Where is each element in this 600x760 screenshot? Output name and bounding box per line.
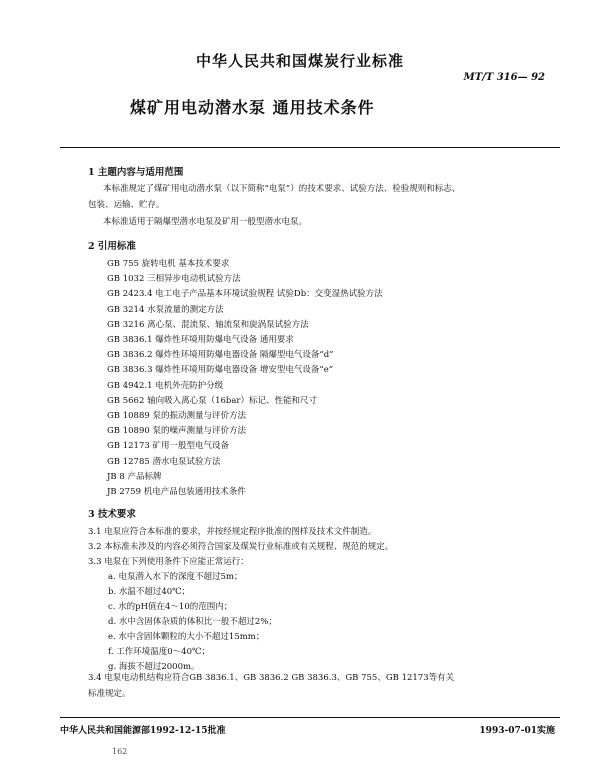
reference-item: GB 12173 矿用一般型电气设备 bbox=[107, 441, 229, 452]
document-title: 煤矿用电动潜水泵 通用技术条件 bbox=[130, 98, 375, 117]
condition-item: d. 水中含固体杂质的体积比一般不超过2%； bbox=[108, 617, 277, 627]
condition-item: a. 电泵潜入水下的深度不超过5m； bbox=[108, 572, 243, 582]
section-1-para-1b: 包装、运输、贮存。 bbox=[88, 200, 165, 210]
condition-item: g. 海拔不超过2000m。 bbox=[108, 662, 200, 672]
section-2-heading: 2 引用标准 bbox=[88, 241, 136, 252]
reference-item: GB 3214 水泵流量的测定方法 bbox=[107, 304, 224, 315]
reference-item: GB 1032 三相异步电动机试验方法 bbox=[107, 274, 241, 285]
footer-divider bbox=[60, 717, 560, 718]
reference-item: GB 755 旋转电机 基本技术要求 bbox=[107, 259, 230, 269]
section-3-heading: 3 技术要求 bbox=[88, 509, 136, 520]
reference-item: GB 3216 离心泵、混流泵、轴流泵和旋涡泵试验方法 bbox=[107, 319, 309, 330]
clause-3-2: 3.2 本标准未涉及的内容必须符合国家及煤炭行业标准或有关规程、规范的规定。 bbox=[88, 542, 394, 552]
reference-item: GB 3836.1 爆炸性环境用防爆电气设备 通用要求 bbox=[107, 335, 294, 345]
standard-org-header: 中华人民共和国煤炭行业标准 bbox=[195, 52, 404, 70]
reference-item: GB 3836.3 爆炸性环境用防爆电器设备 增安型电气设备“e” bbox=[107, 365, 334, 376]
section-1-heading: 1 主题内容与适用范围 bbox=[88, 167, 184, 178]
clause-3-1: 3.1 电泵应符合本标准的要求，并按经规定程序批准的图样及技术文件制造。 bbox=[88, 527, 377, 537]
reference-item: GB 4942.1 电机外壳防护分级 bbox=[107, 380, 224, 391]
condition-item: b. 水温不超过40℃； bbox=[108, 587, 191, 597]
reference-item: GB 5662 轴向吸入离心泵（16bar）标记、性能和尺寸 bbox=[107, 395, 317, 406]
section-1-para-1a: 本标准规定了煤矿用电动潜水泵（以下简称“电泵”）的技术要求、试验方法、检验规则和标志、 bbox=[103, 184, 461, 194]
reference-item: GB 10889 泵的振动测量与评价方法 bbox=[107, 411, 246, 421]
condition-item: e. 水中含固体颗粒的大小不超过15mm； bbox=[108, 632, 265, 642]
reference-item: JB 8 产品标牌 bbox=[107, 471, 162, 482]
reference-item: GB 12785 潜水电泵试验方法 bbox=[107, 456, 221, 467]
section-1-para-2: 本标准适用于隔爆型潜水电泵及矿用一般型潜水电泵。 bbox=[103, 217, 308, 227]
clause-3-4b: 标准规定。 bbox=[88, 689, 131, 699]
standard-code: MT/T 316— 92 bbox=[463, 72, 545, 83]
page-number: 162 bbox=[112, 747, 128, 756]
effective-date: 1993-07-01实施 bbox=[479, 726, 555, 736]
condition-item: f. 工作环境温度0～40℃； bbox=[108, 647, 210, 657]
reference-item: GB 10890 泵的噪声测量与评价方法 bbox=[107, 426, 246, 437]
reference-item: JB 2759 机电产品包装通用技术条件 bbox=[107, 487, 246, 497]
clause-3-3: 3.3 电泵在下列使用条件下应能正常运行： bbox=[88, 557, 249, 567]
condition-item: c. 水的pH值在4～10的范围内； bbox=[108, 602, 233, 612]
title-divider bbox=[60, 147, 560, 148]
approval-line: 中华人民共和国能源部1992-12-15批准 bbox=[60, 726, 226, 736]
reference-item: GB 3836.2 爆炸性环境用防爆电器设备 隔爆型电气设备“d” bbox=[107, 350, 334, 361]
reference-item: GB 2423.4 电工电子产品基本环境试验规程 试验Db：交变湿热试验方法 bbox=[107, 289, 383, 300]
clause-3-4a: 3.4 电泵电动机结构应符合GB 3836.1、GB 3836.2 GB 3836.3、GB 755、GB 12173等有关 bbox=[88, 673, 455, 683]
